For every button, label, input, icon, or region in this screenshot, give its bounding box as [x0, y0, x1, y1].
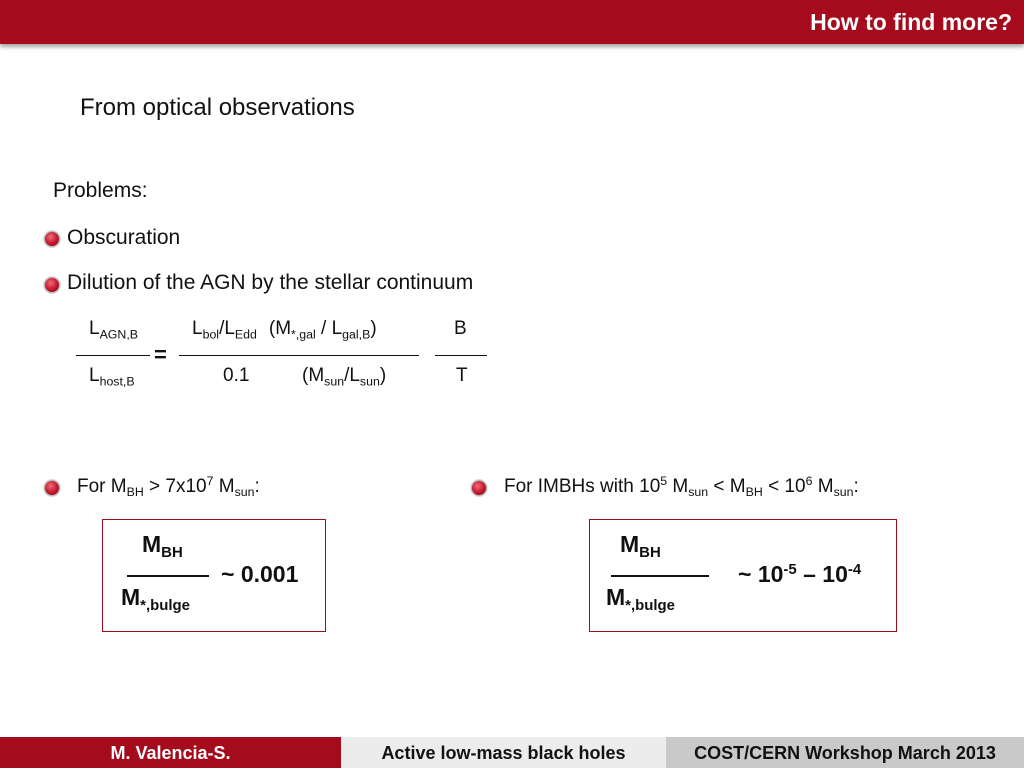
case2-value: ~ $10^{-5} - 10^{-4}$ [738, 561, 862, 588]
problem-item: Obscuration [67, 226, 181, 249]
lhs-numerator: $L_{AGN,B}$ [89, 318, 138, 342]
fraction-bar [179, 355, 419, 356]
bullet-icon [44, 480, 60, 496]
footer [0, 737, 1024, 768]
section-subtitle: From optical observations [80, 94, 355, 121]
lhs-denominator: $L_{host,B}$ [89, 365, 135, 389]
bullet-icon [471, 480, 487, 496]
case1-value: ~ 0.001 [221, 561, 299, 587]
problem-item: Dilution of the AGN by the stellar continuum [67, 271, 474, 294]
footer-talk-title: Active low-mass black holes [341, 737, 666, 768]
case1-label: For $M_{BH} > 7x10^7$ $M_{sun}$: [77, 474, 260, 500]
mbh-numerator: $M_{BH}$ [620, 531, 661, 562]
fraction-bar [435, 355, 487, 356]
fraction-bar [611, 575, 709, 577]
case2-label: For IMBHs with $10^5$ $M_{sun} < M_{BH} < 10^6$ $M_{sun}$: [504, 474, 859, 500]
bt-numerator: B [454, 318, 467, 339]
footer-author: M. Valencia-S. [0, 737, 341, 768]
fraction-bar [127, 575, 209, 577]
case2-result-box [589, 519, 897, 632]
rhs-denominator-a: 0.1 [223, 365, 250, 386]
fraction-bar [76, 355, 150, 356]
rhs-numerator: $L_{bol}/L_{Edd}$ $(M_{*,gal} / L_{gal,B})$ [192, 318, 377, 342]
bt-denominator: T [456, 365, 468, 386]
mbulge-denominator: $M_{*,bulge}$ [606, 584, 675, 615]
mbulge-denominator: $M_{*,bulge}$ [121, 584, 190, 615]
bullet-icon [44, 277, 60, 293]
title-bar [0, 0, 1024, 44]
slide-title: How to find more? [810, 9, 1012, 35]
bullet-icon [44, 231, 60, 247]
footer-event: COST/CERN Workshop March 2013 [666, 737, 1024, 768]
problems-heading: Problems: [53, 179, 148, 202]
equals-sign: = [154, 342, 167, 367]
rhs-denominator-b: $(M_{sun}/L_{sun})$ [302, 365, 387, 389]
mbh-numerator: $M_{BH}$ [142, 531, 183, 562]
case1-result-box [102, 519, 326, 632]
